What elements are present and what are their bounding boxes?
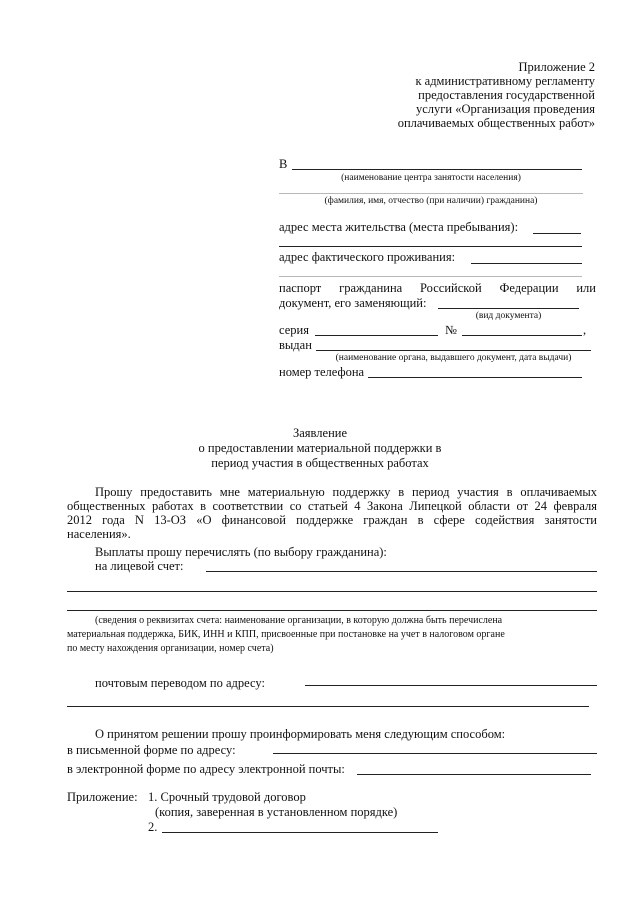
request-line-1: Прошу предоставить мне материальную поддержку в период участия в оплачиваемых [95,485,597,499]
header-service-name: услуги «Организация проведения [416,102,595,116]
applicant-name-field[interactable] [279,193,583,194]
postal-field[interactable] [305,685,597,686]
request-line-2: общественных работах в соответствии со статьей 4 Закона Липецкой области от 24 февраля [67,499,597,513]
document-type-caption: (вид документа) [475,311,542,321]
number-field[interactable] [462,335,582,336]
passport-line-1: паспорт гражданина Российской Федерации или [279,281,596,295]
postal-field-2[interactable] [67,706,589,707]
attachment-item-2-field[interactable] [162,832,438,833]
document-type-field[interactable] [438,308,579,309]
payment-intro: Выплаты прошу перечислять (по выбору гражданина): [95,545,387,559]
issued-field[interactable] [316,350,591,351]
actual-address-field-2[interactable] [279,276,582,277]
series-label: серия [279,323,309,337]
phone-label: номер телефона [279,365,365,379]
attachment-item-1: 1. Срочный трудовой договор [148,790,306,804]
notify-intro: О принятом решении прошу проинформировать меня следующим способом: [95,727,506,741]
written-address-field[interactable] [273,753,597,754]
postal-label: почтовым переводом по адресу: [95,676,265,690]
residence-address-field[interactable] [533,233,581,234]
request-line-3: 2012 года N 13-ОЗ «О финансовой поддержке граждан в сфере содействия занятости [67,513,597,527]
header-service: предоставления государственной [418,88,595,102]
account-field-3[interactable] [67,610,597,611]
account-note-line-2: материальная поддержка, БИК, ИНН и КПП, присвоенные при постановке на учет в налоговом органе [67,629,505,640]
to-prefix: В [279,157,288,171]
account-field-2[interactable] [67,591,597,592]
passport-line-2: документ, его заменяющий: [279,296,427,310]
account-label: на лицевой счет: [95,559,184,573]
applicant-name-caption: (фамилия, имя, отчество (при наличии) гражданина) [324,196,538,206]
header-service-name-end: оплачиваемых общественных работ» [397,116,595,130]
residence-address-field-2[interactable] [279,246,582,247]
phone-field[interactable] [368,377,582,378]
written-label: в письменной форме по адресу: [67,743,236,757]
residence-address-label: адрес места жительства (места пребывания): [279,220,519,234]
header-regulation: к административному регламенту [415,74,595,88]
issued-caption: (наименование органа, выдавшего документ, дата выдачи) [335,353,572,363]
email-label: в электронной форме по адресу электронной почты: [67,762,345,776]
header-appendix-number: Приложение 2 [518,60,595,74]
document-title: Заявление [292,426,347,440]
account-note-line-1: (сведения о реквизитах счета: наименование организации, в которую должна быть перечислена [95,615,503,626]
center-name-field[interactable] [292,169,582,170]
attachment-item-2: 2. [148,820,158,834]
attachments-label: Приложение: [67,790,138,804]
actual-address-field[interactable] [471,263,582,264]
document-subtitle-2: период участия в общественных работах [211,456,429,470]
account-field[interactable] [206,571,597,572]
center-name-caption: (наименование центра занятости населения) [341,173,521,183]
number-label: № [445,323,457,337]
request-line-4: населения». [67,527,131,541]
email-field[interactable] [357,774,591,775]
series-field[interactable] [315,335,438,336]
document-subtitle-1: о предоставлении материальной поддержки в [198,441,442,455]
account-note-line-3: по месту нахождения организации, номер счета) [67,643,274,654]
number-suffix: , [583,323,587,337]
actual-address-label: адрес фактического проживания: [279,250,456,264]
issued-label: выдан [279,338,312,352]
attachment-item-1-note: (копия, заверенная в установленном порядке) [155,805,398,819]
